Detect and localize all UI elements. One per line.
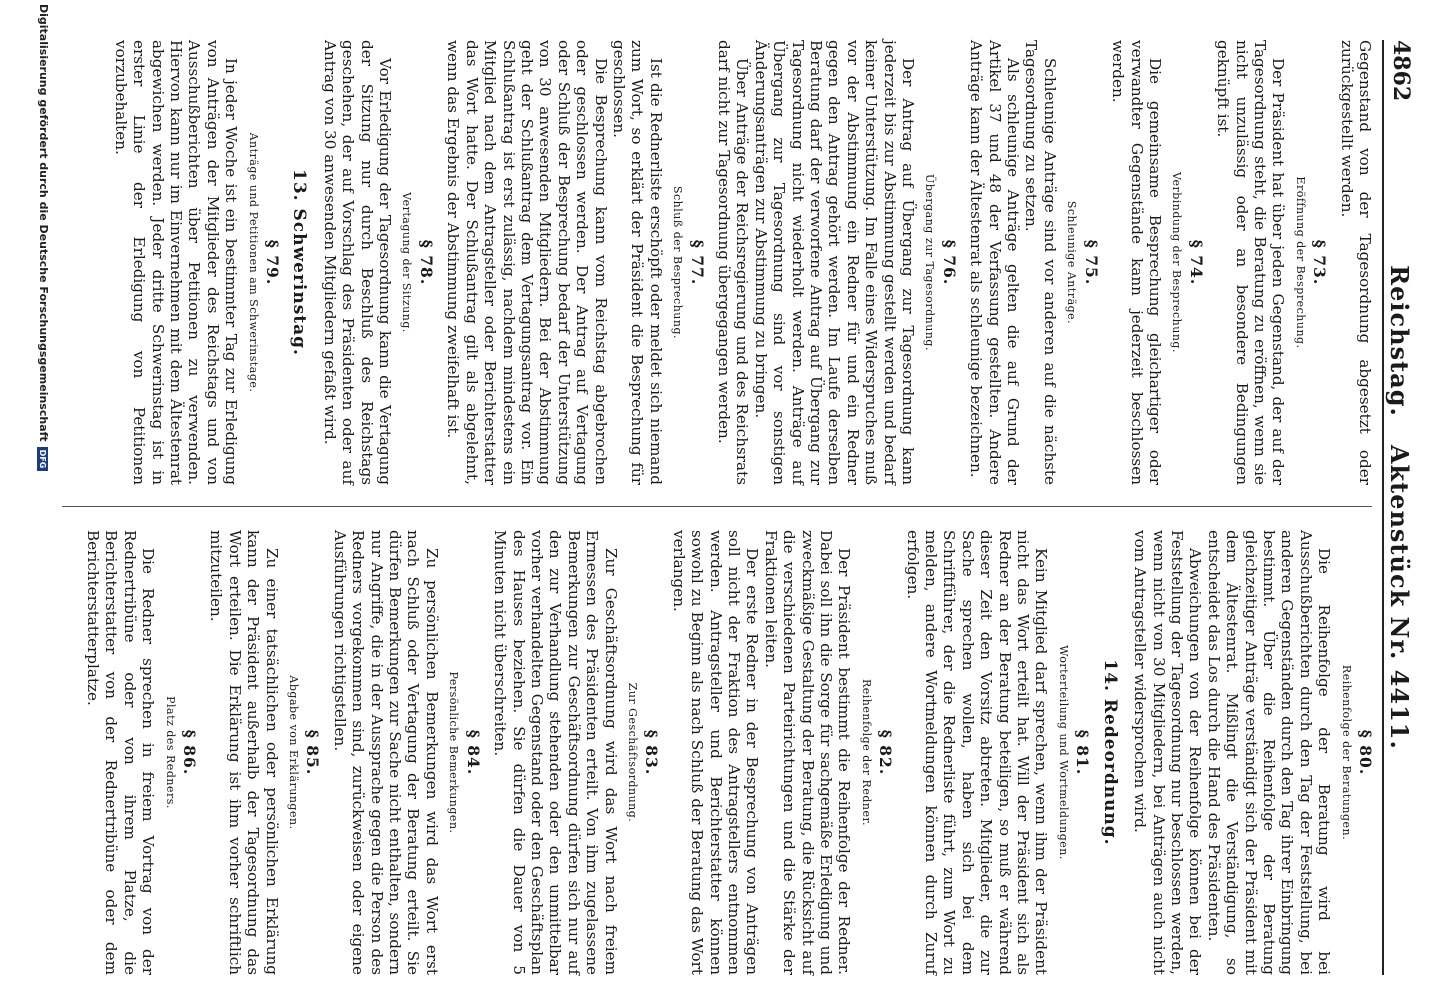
section-83-caption: Zur Geschäftsordnung. bbox=[625, 682, 639, 823]
section-75-caption: Schleunige Anträge. bbox=[1065, 200, 1079, 325]
section-77-caption: Schluß der Besprechung. bbox=[671, 185, 685, 340]
section-76-text-1: Der Antrag auf Übergang zur Tagesordnung kann jederzeit bis zur Abstimmung gestellt werden und bedarf keiner Unterstützung. Im Falle eines Widerspruches muß vor der Abstimmung ein Redner für und ein Redner gegen den Antrag gehört werden. Im Laufe derselben Beratung darf der verworfene Antrag auf Übergang zur Tagesordnung nicht wiederholt werden. Anträge auf Übergang zur Tagesordnung sind vor sonstigen Änderungsanträgen zur Abstimmung zu bringen. bbox=[751, 40, 918, 485]
section-79-text: In jeder Woche ist ein bestimmter Tag zur Erledigung von Anträgen der Mitglieder des Reichstags und von Ausschußberichten über Petitionen zu verwenden. Hiervon kann nur im Einvernehmen mit dem Ältestenrat abgewichen werden. Jeder dritte Schwerinstag ist in erster Linie der Erledigung von Petitionen vorzubehalten. bbox=[111, 40, 241, 485]
section-76-number: § 76. bbox=[939, 239, 959, 286]
section-81-number: § 81. bbox=[1073, 729, 1093, 776]
document-number: Aktenstück Nr. 4411. bbox=[1385, 444, 1414, 750]
chapter-14-heading: 14. Redeordnung. bbox=[1099, 659, 1120, 846]
page-title: Reichstag. bbox=[1385, 265, 1414, 417]
section-73-text: Der Präsident hat über jeden Gegenstand, der auf der Tagesordnung steht, die Beratung zu eröffnen, wenn sie nicht unzulässig oder an besondere Bedingungen geknüpft ist. bbox=[1214, 40, 1288, 485]
chapter-13-heading: 13. Schwerinstag. bbox=[289, 169, 310, 356]
section-82-number: § 82. bbox=[876, 729, 896, 776]
section-83-number: § 83. bbox=[642, 729, 662, 776]
section-77-number: § 77. bbox=[687, 239, 707, 286]
dfg-logo: DFG bbox=[38, 447, 49, 472]
section-80-text-2: Abweichungen von der Reihenfolge können bei der Feststellung der Tagesordnung nur beschlossen werden, wenn nicht von 30 Mitgliedern, bei Anträgen auch nicht vom Antragsteller widersprochen wird. bbox=[1131, 530, 1205, 975]
section-76-text-2: Über Anträge der Reichsregierung und des Reichsrats darf nicht zur Tagesordnung übergegangen werden. bbox=[715, 40, 752, 485]
section-77-text-1: Ist die Rednerliste erschöpft oder meldet sich niemand zum Wort, so erklärt der Präsident die Besprechung für geschlossen. bbox=[609, 40, 665, 485]
section-78-number: § 78. bbox=[416, 239, 436, 286]
digitization-credit bbox=[37, 4, 50, 471]
section-76-caption: Übergang zur Tagesordnung. bbox=[923, 174, 937, 351]
right-column bbox=[84, 530, 1374, 975]
section-85-text: Zu einer tatsächlichen oder persönlichen Erklärung kann der Präsident außerhalb der Tagesordnung das Wort erteilen. Die Erklärung ist ihm vorher schriftlich mitzuteilen. bbox=[207, 530, 281, 975]
section-85-number: § 85. bbox=[303, 729, 323, 776]
section-77-text-2: Die Besprechung kann vom Reichstag abgebrochen oder geschlossen werden. Der Antrag auf Vertagung oder Schluß der Besprechung bedarf der Unterstützung von 30 anwesenden Mitgliedern. Bei der Abstimmung geht der Schlußantrag dem Vertagungsantrag vor. Ein Schlußantrag ist erst zulässig, nachdem mindestens ein Mitglied nach dem Antragsteller oder Berichterstatter das Wort hatte. Der Schlußantrag gilt als abgelehnt, wenn das Ergebnis der Abstimmung zweifelhaft ist. bbox=[444, 40, 610, 485]
section-80-caption: Reihenfolge der Beratungen. bbox=[1339, 664, 1353, 841]
section-84-number: § 84. bbox=[463, 729, 483, 776]
section-81-caption: Worterteilung und Wortmeldungen. bbox=[1056, 645, 1070, 860]
section-79-caption: Anträge und Petitionen am Schwerinstage. bbox=[246, 132, 260, 393]
section-75-number: § 75. bbox=[1081, 239, 1101, 286]
section-73-caption: Eröffnung der Besprechung. bbox=[1293, 176, 1307, 349]
section-80-text-1: Die Reihenfolge der Beratung wird bei Ausschußberichten durch den Tag der Feststellung, bei anderen Gegenständen durch den Tag ihrer Einbringung bestimmt. Über die Reihenfolge der Beratung gleichzeitiger Anträge verständigt sich der Präsident mit dem Ältestenrat. Mißlingt die Verständigung, so entscheidet das Los durch die Hand des Präsidenten. bbox=[1204, 530, 1334, 975]
section-84-text: Zu persönlichen Bemerkungen wird das Wort erst nach Schluß oder Vertagung der Beratung erteilt. Sie dürfen Bemerkungen zur Sache nicht enthalten, sondern nur Angriffe, die in der Aussprache gegen die Person des Redners vorgekommen sind, zurückweisen oder eigene Ausführungen richtigstellen. bbox=[330, 530, 441, 975]
section-78-text: Vor Erledigung der Tagesordnung kann die Vertagung der Sitzung nur durch Beschluß des Reichstags geschehen, der auf Vorschlag des Präsidenten oder auf Antrag von 30 anwesenden Mitgliedern gefaßt wird. bbox=[320, 40, 395, 485]
section-74-text: Die gemeinsame Besprechung gleichartiger oder verwandter Gegenstände kann jederzeit beschlossen werden. bbox=[1109, 40, 1164, 485]
credit-text: Digitalisierung gefördert durch die Deutsche Forschungsgemeinschaft bbox=[37, 4, 50, 442]
section-74-caption: Verbindung der Besprechung. bbox=[1170, 172, 1184, 353]
section-82-text-2: Der erste Redner in der Besprechung von Anträgen soll nicht der Fraktion des Antragstellers entnommen werden. Antragsteller und Berichterstatter können sowohl zu Beginn als nach Schluß der Beratung das Wort verlangen. bbox=[669, 530, 762, 975]
section-80-number: § 80. bbox=[1356, 729, 1375, 776]
section-82-text-1: Der Präsident bestimmt die Reihenfolge der Redner. Dabei soll ihn die Sorge für sachgemäße Erledigung und zweckmäßige Gestaltung der Beratung, die Rücksicht auf die verschiedenen Parteirichtungen und die Stärke der Fraktionen leiten. bbox=[761, 530, 854, 975]
column-divider bbox=[62, 506, 1372, 507]
page-header bbox=[1382, 40, 1420, 975]
section-86-caption: Platz des Redners. bbox=[163, 696, 177, 809]
section-75-text-1: Schleunige Anträge sind vor anderen auf die nächste Tagesordnung zu setzen. bbox=[1022, 40, 1059, 485]
section-82-caption: Reihenfolge der Redner. bbox=[859, 678, 873, 827]
section-81-text: Kein Mitglied darf sprechen, wenn ihm der Präsident nicht das Wort erteilt hat. Will der Präsident sich als Redner an der Beratung beteiligen, so muß er während dieser Zeit den Vorsitz abtreten. Mitglieder, die zur Sache sprechen wollen, haben sich bei dem Schriftführer, der die Rednerliste führt, zum Wort zu melden, andere Wortmeldungen können durch Zuruf erfolgen. bbox=[903, 530, 1051, 975]
section-78-caption: Vertagung der Sitzung. bbox=[400, 192, 414, 333]
section-86-text: Die Redner sprechen in freiem Vortrag von der Rednertribüne oder von ihrem Platze, die Berichterstatter von der Rednertribüne oder dem Berichterstatterplatze. bbox=[84, 530, 158, 975]
section-85-caption: Abgabe von Erklärungen. bbox=[287, 675, 301, 830]
section-79-number: § 79. bbox=[263, 239, 283, 286]
section-75-text-2: Als schleunige Anträge gelten die auf Grund der Artikel 37 und 48 der Verfassung gestellten. Andere Anträge kann der Ältestenrat als schleunige bezeichnen. bbox=[967, 40, 1023, 485]
section-83-text: Zur Geschäftsordnung wird das Wort nach freiem Ermessen des Präsidenten erteilt. Von ihm zugelassene Bemerkungen zur Geschäftsordnung dürfen sich nur auf den zur Verhandlung stehenden oder den unmittelbar vorher verhandelten Gegenstand oder den Geschäftsplan des Hauses beziehen. Sie dürfen die Dauer von 5 Minuten nicht überschreiten. bbox=[491, 530, 620, 975]
section-84-caption: Persönliche Bemerkungen. bbox=[447, 671, 461, 834]
section-73-number: § 73. bbox=[1310, 239, 1330, 286]
page-number: 4862 bbox=[1388, 40, 1414, 102]
left-column bbox=[111, 40, 1374, 485]
section-74-number: § 74. bbox=[1186, 239, 1206, 286]
section-86-number: § 86. bbox=[180, 729, 200, 776]
intro-paragraph: Gegenstand von der Tagesordnung abgesetzt oder zurückgestellt werden. bbox=[1337, 40, 1374, 485]
